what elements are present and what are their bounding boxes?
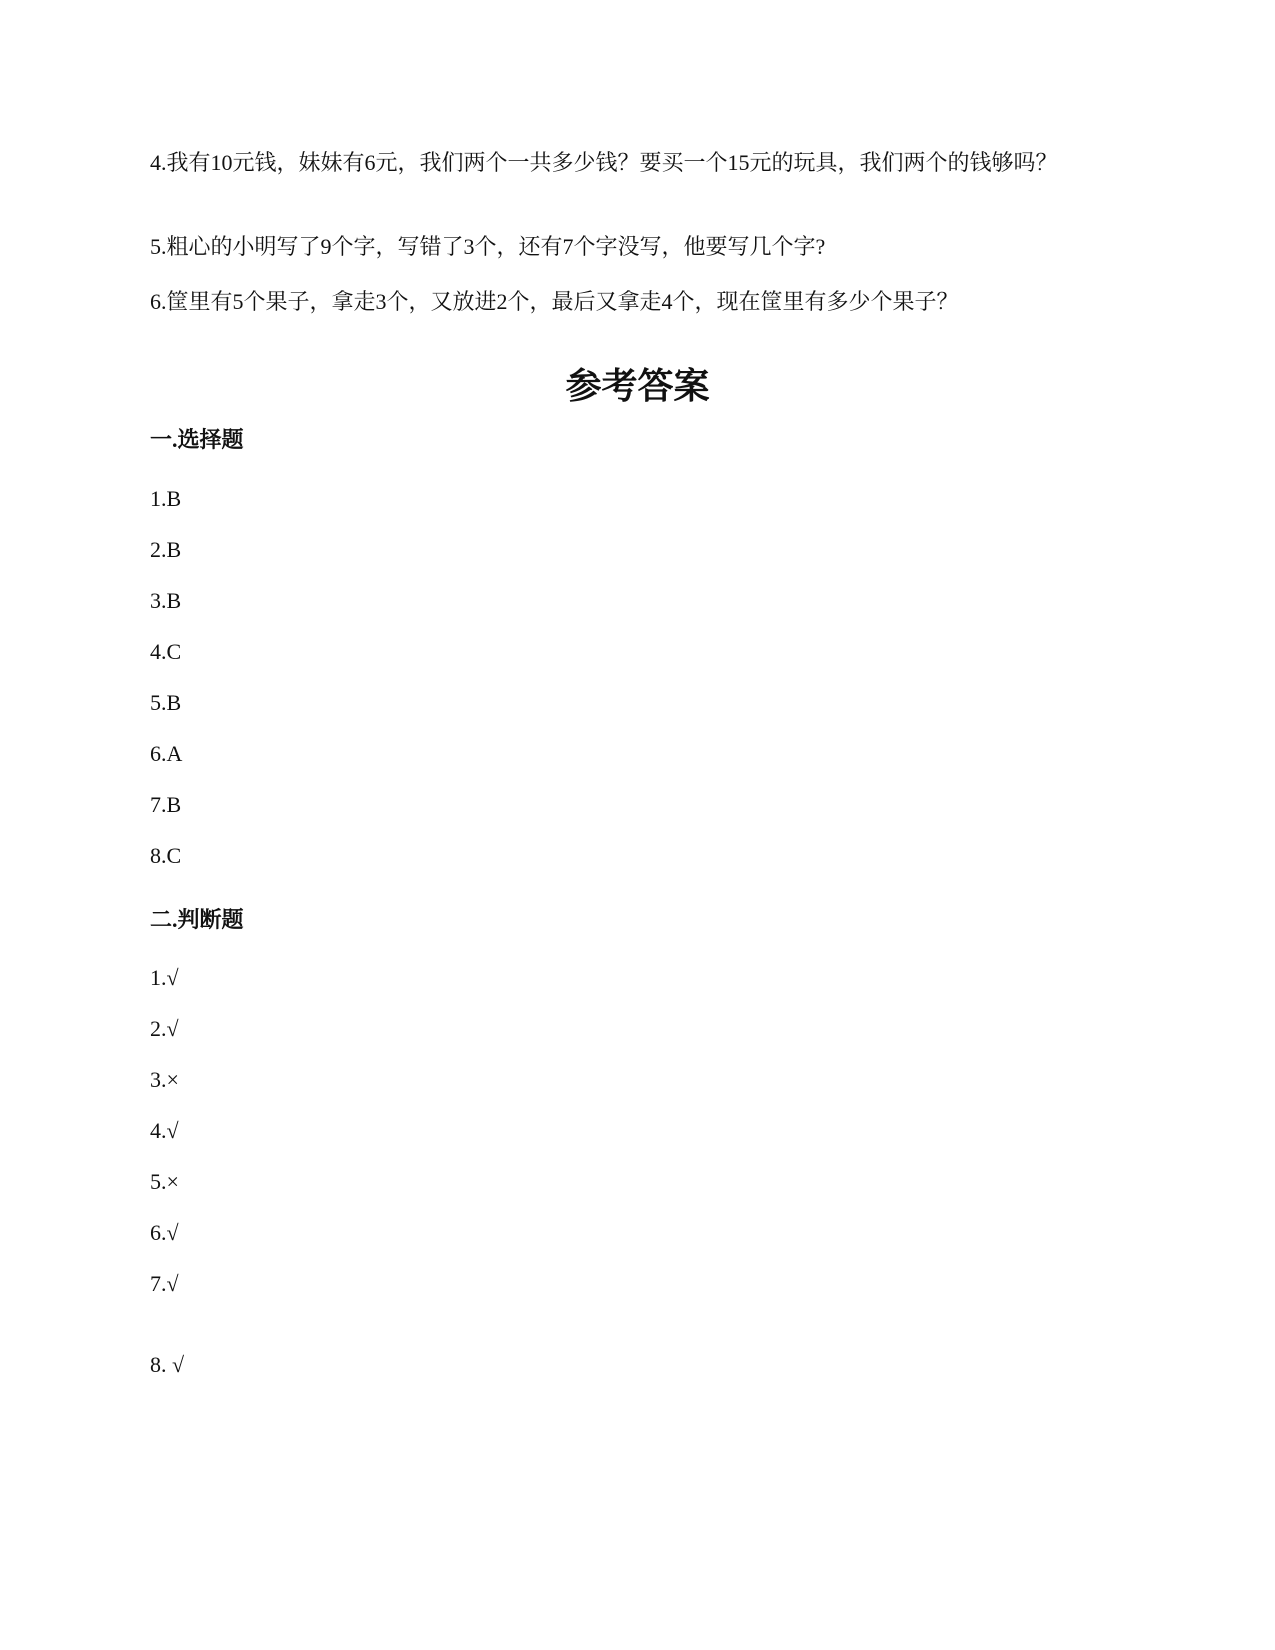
question-6: 6.筐里有5个果子，拿走3个，又放进2个，最后又拿走4个，现在筐里有多少个果子？ bbox=[150, 289, 959, 314]
choice-answer-6: 6.A bbox=[150, 741, 183, 766]
question-5: 5.粗心的小明写了9个字，写错了3个，还有7个字没写，他要写几个字? bbox=[150, 234, 826, 259]
choice-answer-4: 4.C bbox=[150, 639, 182, 664]
section-heading-choice: 一.选择题 bbox=[150, 427, 244, 452]
judgment-answer-4: 4.√ bbox=[150, 1118, 179, 1143]
answer-title: 参考答案 bbox=[565, 365, 710, 407]
choice-answer-5: 5.B bbox=[150, 690, 182, 715]
judgment-answer-6: 6.√ bbox=[150, 1220, 179, 1245]
judgment-answer-7: 7.√ bbox=[150, 1271, 179, 1296]
choice-answer-1: 1.B bbox=[150, 486, 182, 511]
question-4: 4.我有10元钱，妹妹有6元，我们两个一共多少钱？要买一个15元的玩具，我们两个的钱够吗？ bbox=[150, 150, 1058, 175]
choice-answer-3: 3.B bbox=[150, 588, 182, 613]
judgment-answer-2: 2.√ bbox=[150, 1016, 179, 1041]
choice-answer-8: 8.C bbox=[150, 843, 182, 868]
judgment-answer-3: 3.× bbox=[150, 1067, 179, 1092]
judgment-answer-8: 8. √ bbox=[150, 1352, 185, 1377]
judgment-answer-1: 1.√ bbox=[150, 965, 179, 990]
choice-answer-2: 2.B bbox=[150, 537, 182, 562]
judgment-answer-5: 5.× bbox=[150, 1169, 179, 1194]
choice-answer-7: 7.B bbox=[150, 792, 182, 817]
section-heading-judgment: 二.判断题 bbox=[150, 907, 244, 932]
